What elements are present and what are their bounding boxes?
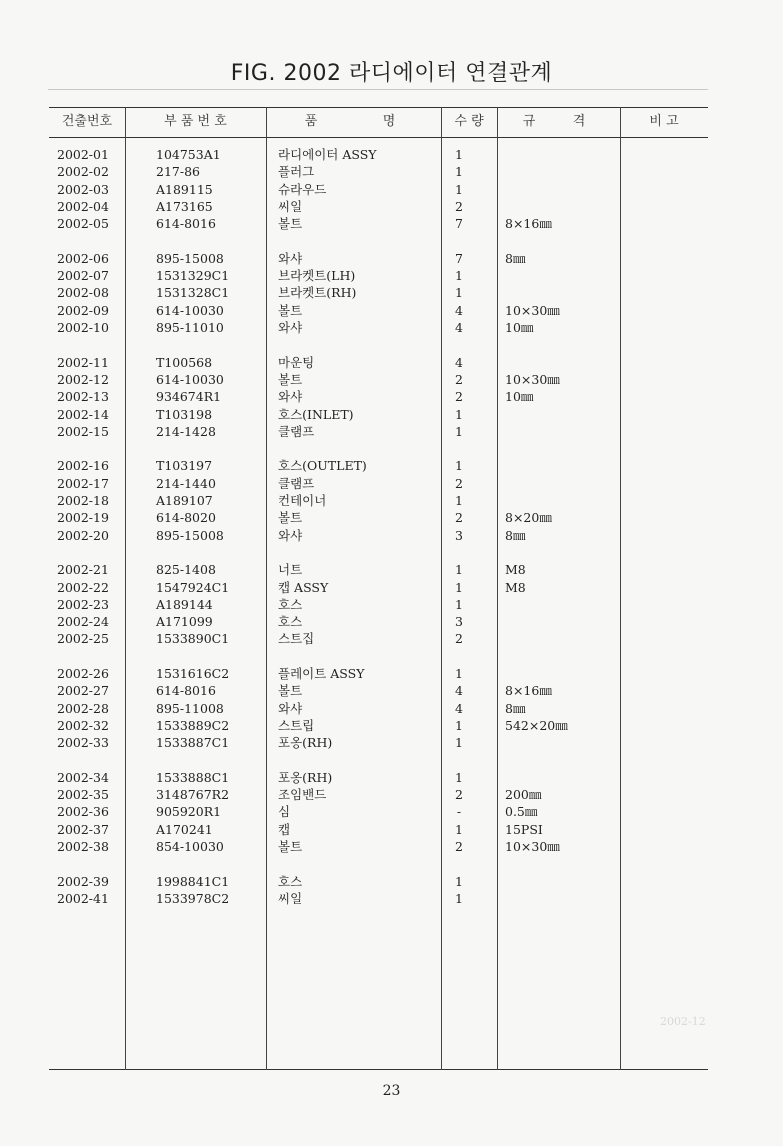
part-number: T103198 [156,406,213,422]
part-name: 볼트 [278,302,303,318]
table-row [49,302,708,319]
part-number: A189107 [156,493,213,508]
item-number: 2002-03 [57,181,109,197]
table-row [49,890,708,907]
table-row [49,630,708,647]
part-name: 호스(INLET) [278,406,354,422]
part-number: 214-1440 [156,475,216,491]
part-name: 클램프 [278,423,315,439]
item-number: 2002-09 [57,302,109,318]
part-number: 895-11008 [156,700,224,716]
part-number: 217-86 [156,164,200,180]
header-remarks: 비 고 [649,114,679,129]
part-number: 825-1408 [156,562,216,578]
quantity: 2 [455,371,463,387]
part-number: 614-8016 [156,683,216,699]
part-name: 스트집 [278,631,315,647]
part-name: 클램프 [278,475,315,491]
quantity: 1 [455,562,463,578]
specification: 8×16㎜ [505,683,552,699]
quantity: - [456,804,462,820]
item-number: 2002-12 [57,371,109,387]
quantity: 1 [455,579,463,595]
specification: 0.5㎜ [505,804,538,820]
part-number: 104753A1 [156,147,221,162]
quantity: 7 [455,216,463,232]
item-number: 2002-14 [57,406,109,422]
part-name: 와샤 [278,250,303,266]
item-number: 2002-08 [57,285,109,301]
part-name: 와샤 [278,320,303,335]
item-number: 2002-17 [57,475,109,491]
table-row [49,457,708,474]
part-number: 1533888C1 [156,769,230,785]
item-number: 2002-25 [57,631,109,647]
specification: 8㎜ [505,527,526,543]
part-number: 3148767R2 [156,787,230,803]
quantity: 1 [455,596,463,612]
item-number: 2002-13 [57,389,109,405]
quantity: 1 [455,423,463,439]
part-number: 905920R1 [156,804,222,820]
item-number: 2002-20 [57,527,109,543]
part-number: A189144 [156,596,213,612]
table-row [49,215,708,232]
specification: 8㎜ [505,250,526,266]
item-number: 2002-28 [57,700,109,716]
header-bottom-rule [49,137,708,138]
part-name: 슈라우드 [278,181,327,197]
item-number: 2002-26 [57,666,109,681]
quantity: 4 [455,302,463,318]
part-number: A189115 [156,181,213,197]
item-number: 2002-15 [57,423,109,439]
item-number: 2002-39 [57,873,109,889]
quantity: 2 [455,198,463,214]
table-row [49,371,708,388]
quantity: 3 [455,614,463,630]
part-number: 1533890C1 [156,631,230,647]
table-row [49,769,708,786]
part-number: 1533889C2 [156,717,230,733]
item-number: 2002-01 [57,147,109,162]
part-number: 614-8020 [156,510,216,526]
part-number: 1533887C1 [156,735,230,751]
part-name: 브라켓트(RH) [278,285,357,301]
part-number: T103197 [156,458,213,474]
part-name: 마운팅 [278,354,315,370]
item-number: 2002-11 [57,354,109,370]
header-spec-left: 규 [522,114,536,129]
header-name-left: 품 [304,114,318,129]
part-name: 볼트 [278,510,303,526]
quantity: 2 [455,475,463,491]
table-row [49,146,708,163]
specification: 200㎜ [505,787,542,803]
table-row [49,284,708,301]
part-name: 브라켓트(LH) [278,268,356,284]
specification: 8㎜ [505,700,526,716]
part-name: 볼트 [278,839,303,854]
table-row [49,561,708,578]
quantity: 1 [455,666,463,681]
header-part-no: 부 품 번 호 [164,114,227,129]
part-name: 심 [278,804,291,820]
table-row [49,267,708,284]
quantity: 1 [455,821,463,837]
quantity: 2 [455,787,463,803]
part-number: 614-10030 [156,371,224,387]
quantity: 1 [455,890,463,906]
specification: 15PSI [505,821,543,837]
item-number: 2002-18 [57,493,109,508]
part-number: 1531616C2 [156,666,230,681]
table-row [49,838,708,855]
part-number: 934674R1 [156,389,222,405]
item-number: 2002-10 [57,320,109,335]
part-number: 1531329C1 [156,268,230,284]
quantity: 1 [455,458,463,474]
header-item-no: 건출번호 [61,114,113,129]
table-row [49,509,708,526]
item-number: 2002-36 [57,804,109,820]
table-row [49,734,708,751]
part-name: 조임밴드 [278,787,327,803]
part-name: 와샤 [278,700,303,716]
part-name: 씨일 [278,198,303,214]
table-row [49,354,708,371]
part-name: 와샤 [278,389,303,405]
title-divider [48,89,708,90]
quantity: 1 [455,164,463,180]
table-row [49,803,708,820]
part-name: 포옹(RH) [278,735,333,751]
quantity: 2 [455,389,463,405]
specification: 10㎜ [505,320,534,335]
part-number: 614-8016 [156,216,216,232]
table-row [49,198,708,215]
item-number: 2002-19 [57,510,109,526]
item-number: 2002-22 [57,579,109,595]
table-row [49,682,708,699]
item-number: 2002-34 [57,769,109,785]
quantity: 7 [455,250,463,266]
specification: 10×30㎜ [505,839,560,854]
part-number: A173165 [156,198,213,214]
item-number: 2002-23 [57,596,109,612]
quantity: 1 [455,406,463,422]
quantity: 1 [455,735,463,751]
specification: 10㎜ [505,389,534,405]
part-name: 호스 [278,596,303,612]
quantity: 4 [455,320,463,335]
quantity: 2 [455,839,463,854]
part-number: 614-10030 [156,302,224,318]
quantity: 4 [455,683,463,699]
item-number: 2002-07 [57,268,109,284]
item-number: 2002-38 [57,839,109,854]
part-name: 볼트 [278,216,303,232]
table-row [49,319,708,336]
part-name: 컨테이너 [278,493,327,508]
table-row [49,579,708,596]
item-number: 2002-05 [57,216,109,232]
item-number: 2002-21 [57,562,109,578]
item-number: 2002-37 [57,821,109,837]
item-number: 2002-24 [57,614,109,630]
part-number: A171099 [156,614,213,630]
table-row [49,717,708,734]
part-number: A170241 [156,821,213,837]
part-name: 와샤 [278,527,303,543]
header-name-right: 명 [382,114,396,129]
quantity: 1 [455,268,463,284]
part-name: 볼트 [278,683,303,699]
part-number: 1531328C1 [156,285,230,301]
item-number: 2002-32 [57,717,109,733]
part-name: 캡 ASSY [278,579,329,595]
item-number: 2002-04 [57,198,109,214]
table-row [49,250,708,267]
part-name: 스트립 [278,717,315,733]
specification: 8×20㎜ [505,510,552,526]
table-row [49,475,708,492]
table-row [49,613,708,630]
quantity: 1 [455,493,463,508]
header-quantity: 수 량 [454,114,484,129]
specification: 542×20㎜ [505,717,568,733]
table-row [49,527,708,544]
table-row [49,873,708,890]
table-row [49,665,708,682]
table-row [49,181,708,198]
quantity: 1 [455,285,463,301]
part-name: 호스 [278,614,303,630]
table-row [49,700,708,717]
part-number: 1533978C2 [156,890,230,906]
item-number: 2002-16 [57,458,109,474]
specification: M8 [505,562,526,578]
part-name: 호스 [278,873,303,889]
table-bottom-rule [49,1069,708,1070]
item-number: 2002-02 [57,164,109,180]
page-number: 23 [382,1083,401,1099]
stamp-mark: 2002-12 [660,1015,706,1028]
quantity: 1 [455,717,463,733]
part-number: 895-15008 [156,527,224,543]
part-name: 라디에이터 ASSY [278,147,377,162]
item-number: 2002-33 [57,735,109,751]
part-number: 854-10030 [156,839,224,854]
part-number: 895-11010 [156,320,224,335]
part-name: 플레이트 ASSY [278,666,365,681]
part-number: 1547924C1 [156,579,230,595]
part-name: 포옹(RH) [278,769,333,785]
part-name: 플러그 [278,164,315,180]
part-number: 895-15008 [156,250,224,266]
item-number: 2002-35 [57,787,109,803]
item-number: 2002-06 [57,250,109,266]
parts-table [49,107,708,1070]
quantity: 4 [455,700,463,716]
table-row [49,492,708,509]
quantity: 4 [455,354,463,370]
table-row [49,786,708,803]
quantity: 1 [455,873,463,889]
quantity: 1 [455,147,463,162]
header-spec-right: 격 [572,114,586,129]
table-row [49,821,708,838]
quantity: 2 [455,510,463,526]
quantity: 1 [455,181,463,197]
specification: 10×30㎜ [505,371,560,387]
quantity: 2 [455,631,463,647]
item-number: 2002-41 [57,890,109,906]
part-name: 볼트 [278,371,303,387]
part-number: T100568 [156,354,213,370]
table-row [49,423,708,440]
part-name: 호스(OUTLET) [278,458,367,474]
quantity: 1 [455,769,463,785]
item-number: 2002-27 [57,683,109,699]
table-row [49,388,708,405]
part-number: 214-1428 [156,423,216,439]
part-name: 씨일 [278,890,303,906]
table-row [49,596,708,613]
table-row [49,406,708,423]
table-row [49,163,708,180]
page-title: FIG. 2002 라디에이터 연결관계 [230,61,553,86]
quantity: 3 [455,527,463,543]
part-number: 1998841C1 [156,873,230,889]
specification: M8 [505,579,526,595]
specification: 8×16㎜ [505,216,552,232]
part-name: 캡 [278,821,291,837]
part-name: 너트 [278,562,303,578]
specification: 10×30㎜ [505,302,560,318]
